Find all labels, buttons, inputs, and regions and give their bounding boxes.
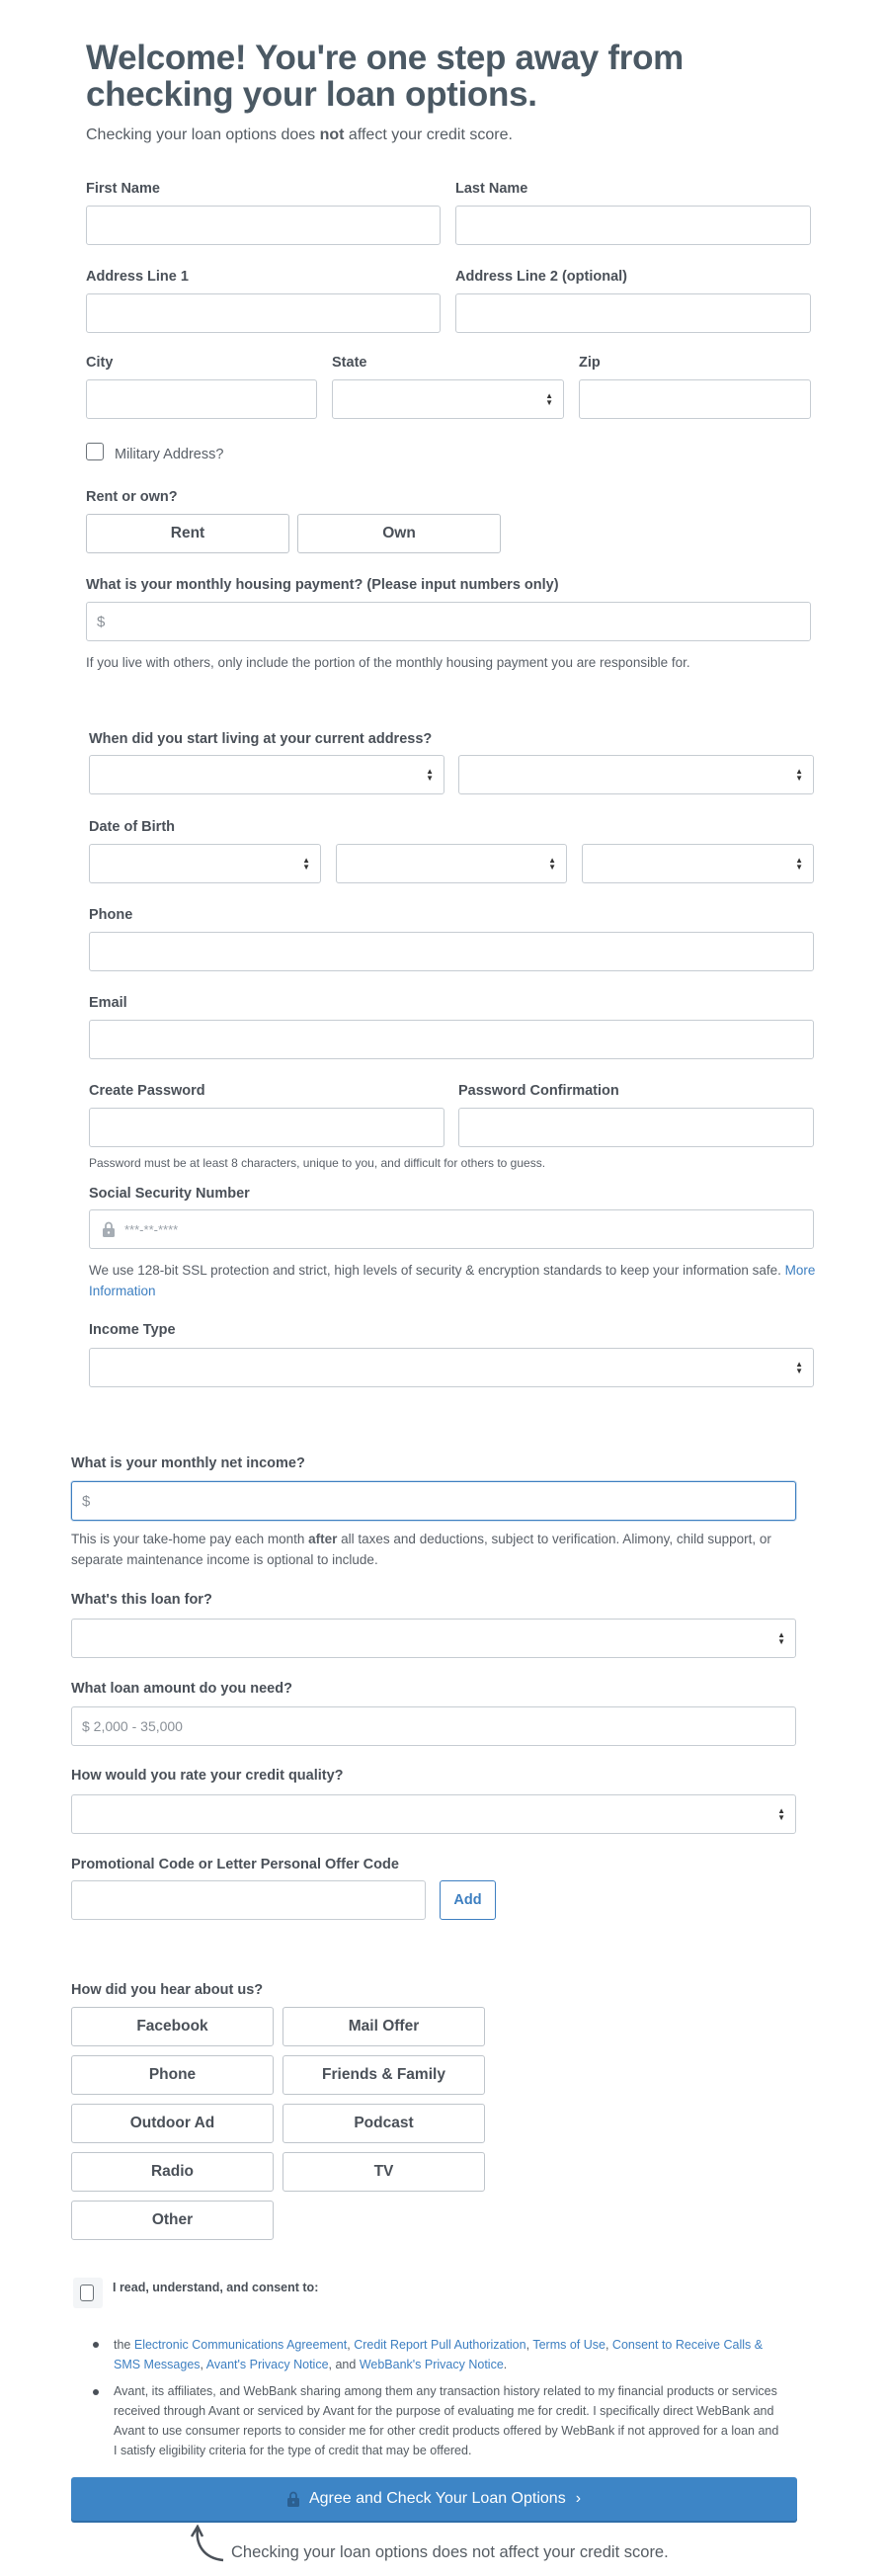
select-arrows-icon: ▲ ▼	[426, 767, 434, 783]
hear-option-button[interactable]: Facebook	[71, 2007, 274, 2046]
hear-about-label: How did you hear about us?	[71, 1982, 264, 1998]
page-subtitle	[86, 126, 513, 144]
net-income-label: What is your monthly net income?	[71, 1455, 305, 1471]
select-arrows-icon: ▲ ▼	[777, 1630, 785, 1646]
city-input[interactable]	[86, 379, 317, 419]
income-type-select[interactable]	[89, 1348, 814, 1387]
hear-option-button[interactable]: TV	[283, 2152, 485, 2192]
select-arrows-icon: ▲ ▼	[795, 767, 803, 783]
hear-option-button[interactable]: Radio	[71, 2152, 274, 2192]
select-arrows-icon: ▲ ▼	[795, 1360, 803, 1375]
address2-input[interactable]	[455, 293, 811, 333]
dob-year-select[interactable]	[582, 844, 814, 883]
ssn-label: Social Security Number	[89, 1186, 250, 1202]
residence-month-select[interactable]	[89, 755, 444, 794]
subtitle-bold: not	[319, 126, 345, 143]
text: .	[503, 2358, 508, 2371]
housing-help-text: If you live with others, only include the portion of the monthly housing payment you are responsible for.	[86, 655, 690, 670]
consent-label: I read, understand, and consent to:	[113, 2281, 319, 2294]
state-label: State	[332, 355, 367, 371]
text: ,	[525, 2338, 533, 2352]
net-help-bold: after	[308, 1532, 338, 1546]
hear-option-button[interactable]: Podcast	[283, 2104, 485, 2143]
net-income-help-text	[71, 1529, 802, 1570]
hear-option-button[interactable]: Outdoor Ad	[71, 2104, 274, 2143]
hear-option-button[interactable]: Friends & Family	[283, 2055, 485, 2095]
ssn-placeholder: ***-**-****	[124, 1221, 179, 1237]
housing-payment-input[interactable]: $	[86, 602, 811, 641]
avant-privacy-link[interactable]: Avant's Privacy Notice	[205, 2358, 329, 2371]
select-arrows-icon: ▲ ▼	[795, 856, 803, 872]
promo-code-label: Promotional Code or Letter Personal Offer Code	[71, 1857, 399, 1872]
select-arrows-icon: ▲ ▼	[777, 1806, 785, 1822]
promo-add-button[interactable]: Add	[440, 1880, 496, 1920]
net-income-input[interactable]: $	[71, 1481, 796, 1521]
email-input[interactable]	[89, 1020, 814, 1059]
zip-input[interactable]	[579, 379, 811, 419]
select-arrows-icon: ▲ ▼	[302, 856, 310, 872]
phone-input[interactable]	[89, 932, 814, 971]
credit-quality-select[interactable]	[71, 1794, 796, 1834]
hear-option-button[interactable]: Other	[71, 2201, 274, 2240]
e-communications-link[interactable]: Electronic Communications Agreement	[133, 2338, 348, 2352]
text: , and	[328, 2358, 360, 2371]
residence-year-select[interactable]	[458, 755, 814, 794]
own-button[interactable]: Own	[297, 514, 501, 553]
loan-amount-input[interactable]: $ 2,000 - 35,000	[71, 1706, 796, 1746]
state-select[interactable]	[332, 379, 564, 419]
email-label: Email	[89, 995, 127, 1011]
net-help-post: all taxes and deductions, subject to verification. Alimony, child support, or separate maintenance income is optional to include.	[71, 1532, 771, 1567]
dob-label: Date of Birth	[89, 819, 175, 835]
chevron-right-icon: ›	[575, 2490, 582, 2507]
curved-arrow-icon	[190, 2525, 229, 2566]
hear-option-button[interactable]: Mail Offer	[283, 2007, 485, 2046]
hear-option-button[interactable]: Phone	[71, 2055, 274, 2095]
ssn-input[interactable]	[89, 1209, 814, 1249]
income-type-label: Income Type	[89, 1322, 176, 1338]
ssn-help-text	[89, 1260, 820, 1301]
webbank-privacy-link[interactable]: WebBank's Privacy Notice	[359, 2358, 504, 2371]
consent-checkbox-wrap[interactable]	[73, 2278, 103, 2308]
ssn-help-body: We use 128-bit SSL protection and strict, high levels of security & encryption standards to keep your information safe.	[89, 1263, 785, 1278]
page-title: Welcome! You're one step away from checking your loan options.	[86, 39, 684, 114]
first-name-label: First Name	[86, 181, 160, 197]
calls-sms-consent-link[interactable]: Consent to Receive Calls & SMS Messages	[114, 2338, 764, 2371]
subtitle-text: Checking your loan options does	[86, 126, 320, 143]
agree-check-options-button[interactable]	[71, 2477, 797, 2521]
residence-since-label: When did you start living at your current address?	[89, 731, 433, 747]
credit-pull-link[interactable]: Credit Report Pull Authorization	[354, 2338, 526, 2352]
password-help-text: Password must be at least 8 characters, unique to you, and difficult for others to guess.	[89, 1156, 546, 1170]
address2-label: Address Line 2 (optional)	[455, 269, 628, 285]
more-information-link[interactable]: More Information	[89, 1263, 816, 1298]
dob-day-select[interactable]	[336, 844, 567, 883]
bullet-dot	[93, 2389, 99, 2395]
promo-code-input[interactable]	[71, 1880, 426, 1920]
net-help-pre: This is your take-home pay each month	[71, 1532, 309, 1546]
text: the	[114, 2338, 134, 2352]
credit-quality-label: How would you rate your credit quality?	[71, 1768, 344, 1784]
loan-amount-label: What loan amount do you need?	[71, 1681, 292, 1697]
rent-own-label: Rent or own?	[86, 489, 178, 505]
first-name-input[interactable]	[86, 206, 441, 245]
dob-month-select[interactable]	[89, 844, 321, 883]
terms-link[interactable]: Terms of Use	[532, 2338, 605, 2352]
select-arrows-icon: ▲ ▼	[545, 391, 553, 407]
last-name-input[interactable]	[455, 206, 811, 245]
military-checkbox[interactable]	[86, 443, 104, 460]
password-confirm-label: Password Confirmation	[458, 1083, 619, 1099]
lock-icon	[287, 2491, 299, 2507]
zip-label: Zip	[579, 355, 601, 371]
address1-input[interactable]	[86, 293, 441, 333]
lock-icon	[103, 1221, 115, 1237]
last-name-label: Last Name	[455, 181, 528, 197]
subtitle-text-end: affect your credit score.	[344, 126, 513, 143]
password-label: Create Password	[89, 1083, 205, 1099]
cta-label: Agree and Check Your Loan Options	[308, 2490, 566, 2507]
loan-purpose-select[interactable]	[71, 1619, 796, 1658]
select-arrows-icon: ▲ ▼	[548, 856, 556, 872]
address1-label: Address Line 1	[86, 269, 189, 285]
housing-payment-label: What is your monthly housing payment? (Please input numbers only)	[86, 577, 559, 593]
bullet-dot	[93, 2342, 99, 2348]
cta-note: Checking your loan options does not affect your credit score.	[231, 2543, 669, 2561]
rent-button[interactable]: Rent	[86, 514, 289, 553]
military-label: Military Address?	[115, 447, 224, 462]
password-confirm-input[interactable]	[458, 1108, 814, 1147]
text: ,	[605, 2338, 612, 2352]
city-label: City	[86, 355, 114, 371]
text: ,	[200, 2358, 206, 2371]
consent-checkbox[interactable]	[80, 2285, 94, 2301]
phone-label: Phone	[89, 907, 133, 923]
password-input[interactable]	[89, 1108, 444, 1147]
consent-bullet-agreements	[114, 2335, 785, 2374]
text: ,	[347, 2338, 355, 2352]
loan-purpose-label: What's this loan for?	[71, 1592, 212, 1608]
consent-bullet-sharing: Avant, its affiliates, and WebBank sharing among them any transaction history related to my financial products or services received through Avant or serviced by Avant for the purpose of evaluating me for credit. I specifically direct WebBank and Avant to use consumer reports to consider me for other credit products offered by WebBank if not approved for a loan and I satisfy eligibility criteria for the type of credit that may be offered.	[114, 2384, 779, 2457]
